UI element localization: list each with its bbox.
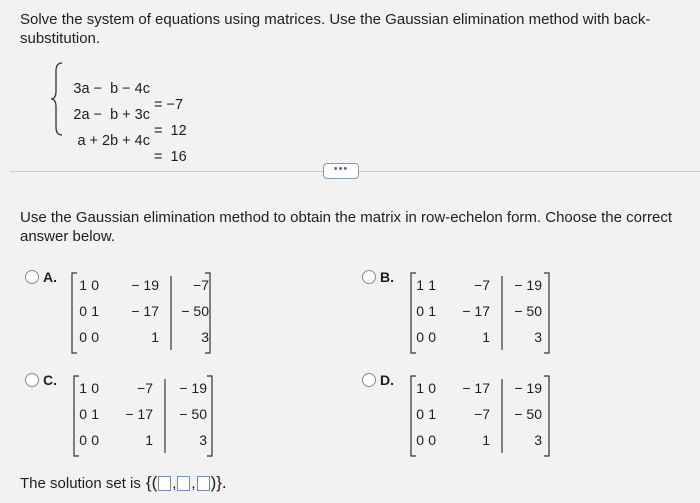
matrix-cell-r1-c1: 1: [416, 277, 424, 293]
equation-1-lhs: 3a − b − 4c: [73, 81, 150, 97]
option-c[interactable]: [25, 365, 225, 460]
matrix-cell-r1-c2: 0: [91, 277, 99, 293]
matrix-cell-r1-c1: 1: [416, 380, 424, 396]
solution-prefix: The solution set is: [20, 474, 141, 492]
option-d[interactable]: [362, 365, 562, 460]
matrix-cell-r1-c3: − 19: [131, 277, 159, 293]
option-a[interactable]: [25, 262, 225, 357]
matrix-cell-r2-c2: 1: [428, 303, 436, 319]
left-bracket: [72, 273, 77, 353]
matrix-cell-r3-c4: 3: [534, 432, 542, 448]
matrix-cell-r3-c1: 0: [79, 432, 87, 448]
instruction-text: Use the Gaussian elimination method to obtain the matrix in row-echelon form. Choose the correct answer below.: [20, 209, 672, 245]
equation-2-rhs: = 12: [154, 123, 187, 139]
matrix-cell-r3-c1: 0: [416, 432, 424, 448]
expand-more-button[interactable]: •••: [323, 163, 359, 179]
matrix-cell-r3-c3: 1: [482, 432, 490, 448]
option-d-radio[interactable]: [362, 373, 376, 387]
option-a-letter: A.: [43, 269, 57, 285]
matrix-cell-r2-c4: − 50: [514, 303, 542, 319]
matrix-cell-r1-c4: − 19: [179, 380, 207, 396]
matrix-cell-r2-c1: 0: [79, 406, 87, 422]
matrix-cell-r3-c2: 0: [428, 329, 436, 345]
matrix-cell-r3-c3: 1: [145, 432, 153, 448]
matrix-cell-r2-c3: − 17: [462, 303, 490, 319]
matrix-cell-r2-c1: 0: [79, 303, 87, 319]
matrix-cell-r1-c2: 0: [91, 380, 99, 396]
option-d-letter: D.: [380, 372, 394, 388]
matrix-cell-r2-c4: − 50: [514, 406, 542, 422]
matrix-cell-r3-c2: 0: [91, 432, 99, 448]
matrix-cell-r2-c1: 0: [416, 303, 424, 319]
matrix-cell-r2-c4: − 50: [181, 303, 209, 319]
option-c-radio[interactable]: [25, 373, 39, 387]
solution-c-input[interactable]: [197, 476, 210, 491]
option-c-letter: C.: [43, 372, 57, 388]
matrix-cell-r2-c1: 0: [416, 406, 424, 422]
equation-1-rhs: = −7: [154, 97, 184, 113]
matrix-cell-r2-c3: −7: [474, 406, 490, 422]
matrix-cell-r3-c2: 0: [91, 329, 99, 345]
matrix-cell-r2-c3: − 17: [131, 303, 159, 319]
question-prompt: Solve the system of equations using matrices. Use the Gaussian elimination method with back-substitution.: [20, 11, 651, 47]
matrix-cell-r2-c2: 1: [91, 303, 99, 319]
matrix-cell-r3-c1: 0: [416, 329, 424, 345]
matrix-cell-r1-c3: −7: [474, 277, 490, 293]
solution-sep-1: ,: [172, 474, 177, 492]
solution-close: )}.: [210, 473, 227, 492]
matrix-cell-r1-c4: −7: [193, 277, 209, 293]
right-bracket: [544, 376, 549, 456]
matrix-cell-r3-c4: 3: [199, 432, 207, 448]
matrix-cell-r1-c4: − 19: [514, 380, 542, 396]
option-b[interactable]: [362, 262, 562, 357]
matrix-cell-r3-c4: 3: [201, 329, 209, 345]
matrix-cell-r3-c1: 0: [79, 329, 87, 345]
right-bracket: [207, 376, 212, 456]
matrix-cell-r2-c4: − 50: [179, 406, 207, 422]
option-c-matrix: [73, 375, 213, 457]
option-b-radio[interactable]: [362, 270, 376, 284]
option-a-matrix: [71, 272, 211, 354]
solution-a-input[interactable]: [158, 476, 171, 491]
right-bracket: [544, 273, 549, 353]
matrix-cell-r1-c2: 1: [428, 277, 436, 293]
matrix-cell-r3-c3: 1: [151, 329, 159, 345]
matrix-cell-r1-c4: − 19: [514, 277, 542, 293]
solution-b-input[interactable]: [177, 476, 190, 491]
left-brace-icon: [50, 61, 64, 137]
matrix-cell-r3-c2: 0: [428, 432, 436, 448]
matrix-cell-r2-c2: 1: [428, 406, 436, 422]
matrix-cell-r1-c3: −7: [137, 380, 153, 396]
matrix-cell-r3-c4: 3: [534, 329, 542, 345]
matrix-cell-r2-c3: − 17: [125, 406, 153, 422]
equation-2-lhs: 2a − b + 3c: [73, 107, 150, 123]
solution-sep-2: ,: [191, 474, 196, 492]
solution-open: {(: [145, 473, 158, 492]
option-b-letter: B.: [380, 269, 394, 285]
matrix-cell-r1-c2: 0: [428, 380, 436, 396]
option-a-radio[interactable]: [25, 270, 39, 284]
equation-3-rhs: = 16: [154, 149, 187, 165]
equation-system: [50, 61, 210, 165]
equation-3-lhs: a + 2b + 4c: [77, 133, 150, 149]
option-d-matrix: [410, 375, 550, 457]
matrix-cell-r3-c3: 1: [482, 329, 490, 345]
solution-line: [20, 473, 227, 493]
option-b-matrix: [410, 272, 550, 354]
matrix-cell-r1-c1: 1: [79, 380, 87, 396]
matrix-cell-r2-c2: 1: [91, 406, 99, 422]
matrix-cell-r1-c1: 1: [79, 277, 87, 293]
matrix-cell-r1-c3: − 17: [462, 380, 490, 396]
